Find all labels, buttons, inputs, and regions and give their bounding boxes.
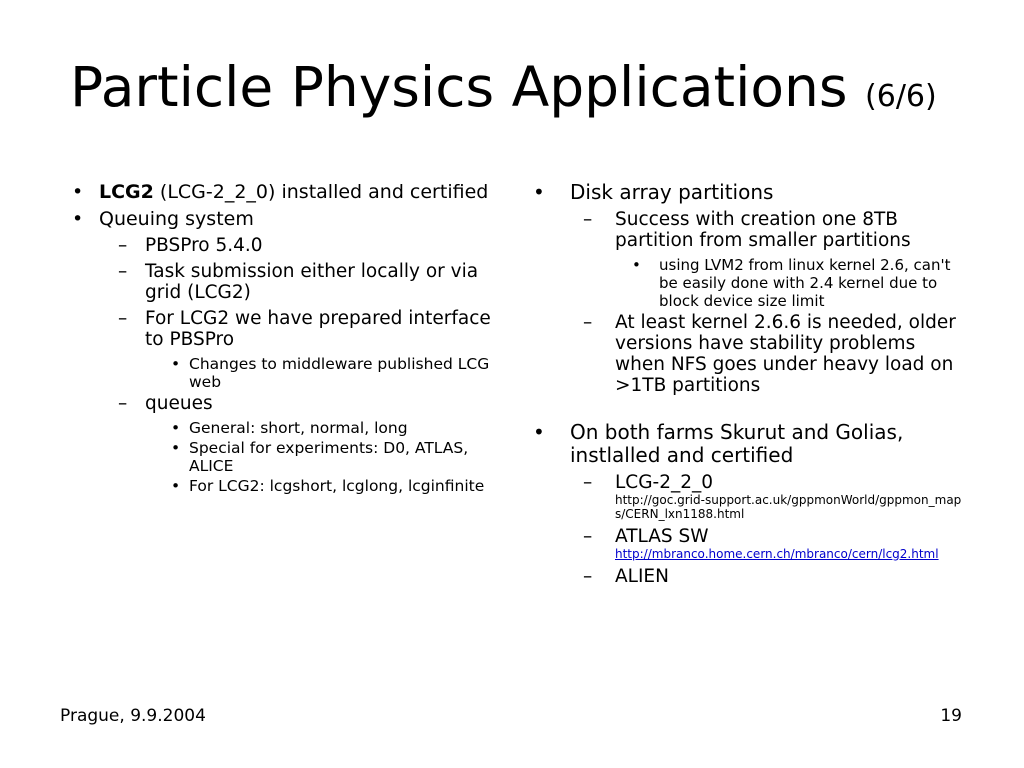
bullet-queuing-system: • Queuing system — [60, 208, 500, 230]
sub-bullet-lcg2-interface: – For LCG2 we have prepared interface to PBSPro — [60, 308, 500, 350]
bullet-gap — [528, 401, 968, 421]
detail-middleware-changes: • Changes to middleware published LCG web — [60, 355, 500, 391]
sub-bullet-alien: – ALIEN — [528, 566, 968, 587]
queue-special: • Special for experiments: D0, ATLAS, ALICE — [60, 439, 500, 475]
sub-bullet-queues: – queues — [60, 393, 500, 414]
sub-bullet-atlas-sw — [528, 526, 968, 561]
sub-bullet-kernel-version: – At least kernel 2.6.6 is needed, older versions have stability problems when NFS goes under heavy load on >1TB partitions — [528, 312, 968, 396]
sub-bullet-pbspro: – PBSPro 5.4.0 — [60, 235, 500, 256]
atlas-sw-link[interactable]: http://mbranco.home.cern.ch/mbranco/cern/lcg2.html — [615, 547, 939, 561]
slide-title-text: Particle Physics Applications — [70, 55, 848, 119]
queue-lcg2: • For LCG2: lcgshort, lcglong, lcginfinite — [60, 477, 500, 495]
queue-general: • General: short, normal, long — [60, 419, 500, 437]
lcg-version-label: LCG-2_2_0 — [615, 472, 714, 493]
atlas-sw-label: ATLAS SW — [615, 526, 709, 547]
bullet-both-farms: • On both farms Skurut and Golias, instlalled and certified — [528, 421, 968, 467]
slide-title — [70, 52, 1020, 132]
sub-bullet-task-submission: – Task submission either locally or via grid (LCG2) — [60, 261, 500, 303]
sub-bullet-lcg-version — [528, 472, 968, 521]
lcg2-description: (LCG-2_2_0) installed and certified — [153, 181, 489, 203]
footer-place-date: Prague, 9.9.2004 — [60, 706, 206, 726]
footer-page-number: 19 — [940, 706, 962, 726]
gppmon-url: http://goc.grid-support.ac.uk/gppmonWorld/gppmon_maps/CERN_lxn1188.html — [615, 493, 962, 521]
slide-title-suffix: (6/6) — [865, 79, 937, 114]
detail-lvm2: • using LVM2 from linux kernel 2.6, can't be easily done with 2.4 kernel due to block device size limit — [528, 256, 968, 310]
left-column — [60, 181, 500, 497]
sub-bullet-8tb-partition: – Success with creation one 8TB partition from smaller partitions — [528, 209, 968, 251]
bullet-lcg2 — [60, 181, 500, 203]
bullet-disk-array: • Disk array partitions — [528, 181, 968, 204]
right-column — [528, 181, 968, 592]
lcg2-bold-label: LCG2 — [99, 181, 154, 203]
